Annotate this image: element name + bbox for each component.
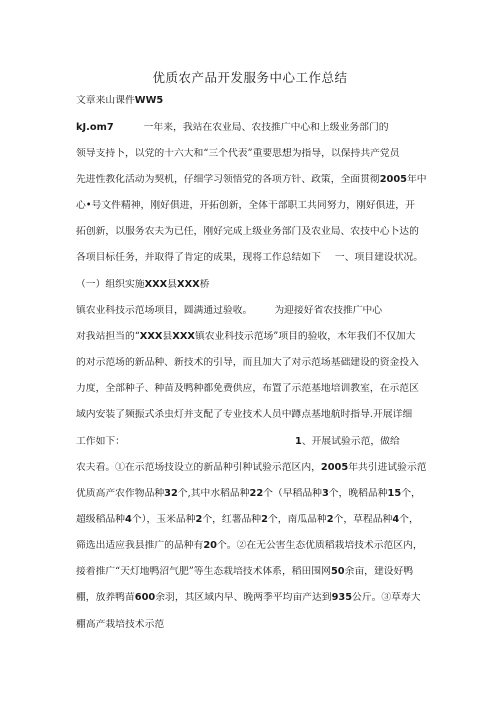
body-line [76, 305, 436, 317]
bold-text-run: XXX [144, 279, 168, 290]
body-line [76, 488, 436, 500]
text-run: 心•号文件精神，刚好俱进，开拓创新，全体干部职工共同努力，刚好俱进，开 [76, 200, 415, 211]
bold-text-run: XXX [139, 331, 163, 342]
bold-text-run: 4 [392, 514, 400, 525]
bold-text-run: 20 [203, 540, 217, 551]
text-run: 年中 [406, 174, 427, 185]
text-run: 文章来山课件 [76, 95, 135, 106]
text-run: 超级稻品种 [76, 514, 125, 525]
text-run: 为迎接好省农技推广中心 [274, 305, 383, 316]
body-line [76, 540, 436, 552]
bold-text-run: 2 [195, 514, 203, 525]
bold-text-run: 2 [326, 514, 334, 525]
text-run: 棚，放养鸭苗 [76, 592, 135, 603]
bold-text-run: 22 [249, 488, 264, 499]
body-line [76, 95, 436, 107]
bold-text-run: 15 [387, 488, 402, 499]
text-run: 余羽，其区域内早、晚两季平均亩产达到 [155, 592, 332, 603]
body-line [76, 200, 436, 212]
text-run: 筛选出适应我县推广的品种有 [76, 540, 204, 551]
text-run: 个，草程品种 [333, 514, 393, 525]
text-run: 县 [162, 331, 173, 342]
text-run: 余亩，建设好鸭 [344, 566, 414, 577]
bold-text-run: 3 [321, 488, 329, 499]
bold-text-run: 4 [124, 514, 132, 525]
bold-text-run: 1 [294, 436, 302, 447]
bold-text-run: 2005 [320, 462, 349, 473]
text-run: 个（早稻品种 [263, 488, 322, 499]
body-line [76, 462, 436, 474]
text-run: 对我站担当的“ [76, 331, 140, 342]
body-line [76, 383, 436, 395]
bold-text-run: WW5 [134, 95, 164, 106]
body-line [76, 331, 436, 343]
text-run: 优质高产农作物品种 [76, 488, 165, 499]
body-line [76, 357, 436, 369]
bold-text-run: 50 [330, 566, 345, 577]
body-line [76, 619, 436, 631]
text-run: 棚高产栽培技术示范 [76, 619, 165, 630]
bold-text-run: 2 [261, 514, 268, 525]
text-run: 个，南瓜品种 [267, 514, 327, 525]
text-run: 个，红薯品种 [202, 514, 262, 525]
bold-text-run: 2005 [379, 174, 407, 185]
body-line [76, 409, 436, 421]
text-run: 、开展试验示范，做给 [301, 436, 400, 447]
text-run: 年共引进试验示范 [348, 462, 427, 473]
text-run: 县 [167, 279, 178, 290]
body-line [76, 122, 436, 134]
bold-text-run: XXX [172, 331, 195, 342]
text-run: 镇农业科技示范场项目，圆满通过验收。 [76, 305, 253, 316]
body-line [76, 436, 436, 448]
text-run: 拓创新，以服务农夫为已任，刚好完成上级业务部门及农业局、农技中心卜达的 [76, 226, 419, 237]
text-run: 力度，全部种子、种苗及鸭种都免费供应，布置了示范基地培训教室，在示范区 [76, 383, 419, 394]
text-run: 接着推广“天灯地鸭沼气肥”等生态栽培技术体系，稻田围网 [76, 566, 331, 577]
body-line [76, 226, 436, 238]
text-run: （一）组织实施 [76, 279, 145, 290]
text-run: 个，晚稻品种 [328, 488, 388, 499]
text-run: 公斤。③草寿大 [352, 592, 421, 603]
text-run: 个。②在无公害生态优质稻栽培技术示范区内， [217, 540, 423, 551]
body-line [76, 174, 436, 186]
text-run: 先进性教化活动为契机，仔细学习领悟党的各项方针、政策，全面贯彻 [76, 174, 380, 185]
text-run: 一年来，我站在农业局、农技推广中心和上级业务部门的 [143, 122, 389, 133]
text-run: 个），玉米品种 [131, 514, 196, 525]
text-run: 的对示范场的新品种、新技术的引导，而且加大了对示范场基础建设的资金投入 [76, 357, 419, 368]
body-line [76, 279, 436, 291]
text-run: 领导支持卜，以党的十六大和“三个代表”重要思想为指导，以保持共产党员 [76, 148, 400, 159]
document-title: 优质农产品开发服务中心工作总结 [152, 70, 348, 85]
bold-text-run: 32 [164, 488, 178, 499]
bold-text-run: 600 [134, 592, 156, 603]
text-run: 各项目标任务，并取得了肯定的成果，现将工作总结如下 [76, 252, 321, 263]
text-run: 域内安装了频振式杀虫灯并支配了专业技术人员中蹲点基地航时指导.开展详细 [76, 409, 413, 420]
text-run: 个， [399, 514, 419, 525]
text-run: 桥 [199, 279, 210, 290]
body-line [76, 252, 436, 264]
text-run: 工作如下： [76, 436, 125, 447]
bold-text-run: XXX [177, 279, 200, 290]
text-run: 个， [401, 488, 421, 499]
text-run: 一、项目建设状况。 [334, 252, 424, 263]
bold-text-run: 935 [331, 592, 353, 603]
bold-text-run: kJ.om7 [76, 122, 114, 133]
text-run: 个,其中水稻品种 [177, 488, 250, 499]
text-run: 镇农业科技示范场”项目的验收，木年我们不仅加大 [194, 331, 416, 342]
body-line [76, 566, 436, 578]
body-line [76, 514, 436, 526]
body-line [76, 592, 436, 604]
body-line [76, 148, 436, 160]
text-run: 农夫看。①在示范场技设立的新品种引种试验示范区内， [76, 462, 321, 473]
